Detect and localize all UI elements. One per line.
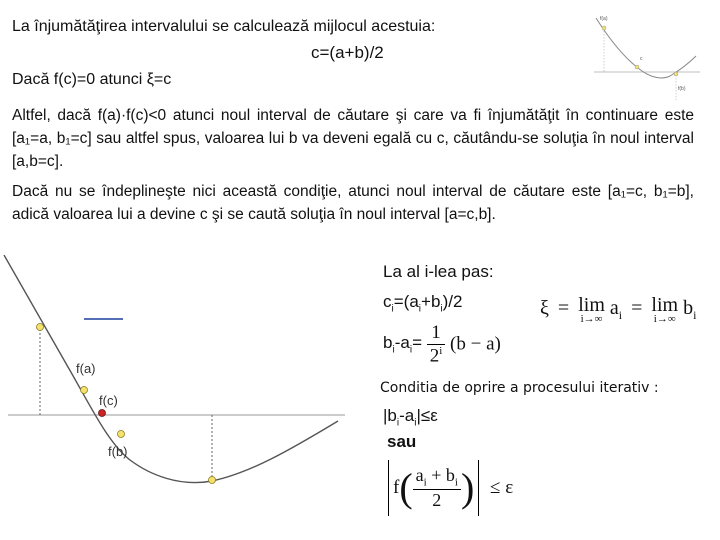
bisection-graph bbox=[0, 255, 350, 540]
intro-formula: c=(a+b)/2 bbox=[311, 43, 384, 62]
paragraph-bisection-case2: Dacă nu se îndeplineşte nici această condiţie, atunci noul interval de căutare este [a₁=c, b₁=b], adică valoarea lui a devine c şi se caută soluţia în noul interval [a=c,b]. bbox=[12, 183, 694, 223]
function-curve bbox=[4, 255, 338, 483]
thumb-label-fa: f(a) bbox=[600, 16, 608, 22]
intro-line2: Dacă f(c)=0 atunci ξ=c bbox=[12, 71, 172, 88]
step-title: La al i-lea pas: bbox=[383, 262, 494, 281]
thumb-label-fb: f(b) bbox=[678, 86, 686, 92]
label-fa: f(a) bbox=[76, 361, 96, 376]
limit-formula: ξ = lim i→∞ $a_i = \lim$ i→∞ $b_i$ bbox=[540, 294, 697, 325]
point-a bbox=[37, 324, 44, 331]
point-c bbox=[99, 410, 106, 417]
paragraph-bisection-case1: Altfel, dacă f(a)·f(c)<0 atunci noul interval de căutare şi care va fi înjumătăţit în continuare este [a₁=a, b₁=c] sau altfel spus, valoarea lui b va deveni egală cu c, căutându-se soluţia în noul interval [a,b=c]. bbox=[12, 107, 694, 170]
sau-label: sau bbox=[387, 432, 417, 451]
thumb-label-c: c bbox=[640, 56, 643, 62]
stop-condition-1: $|b_i-a_i|\le\varepsilon$ bbox=[383, 406, 438, 429]
thumbnail-graph bbox=[590, 10, 702, 102]
stop-caption: Conditia de oprire a procesului iterativ : bbox=[380, 380, 659, 396]
intro-line1: La înjumătăţirea intervalului se calculează mijlocul acestuia: bbox=[12, 18, 436, 35]
stop-condition-2: f( $\frac{a_i + b_i}{2}$ ) ≤ ε bbox=[388, 460, 513, 518]
label-fb: f(b) bbox=[108, 444, 128, 459]
point-b bbox=[118, 431, 125, 438]
point-min bbox=[209, 477, 216, 484]
point-mid bbox=[81, 387, 88, 394]
step-ci-formula: $c_i=(a_i+b_i)/2$ bbox=[383, 292, 463, 315]
label-fc: f(c) bbox=[99, 393, 118, 408]
step-width-formula: $b_i-a_i=$ $\frac{1}{2^i}$ (b − a) bbox=[383, 322, 501, 367]
